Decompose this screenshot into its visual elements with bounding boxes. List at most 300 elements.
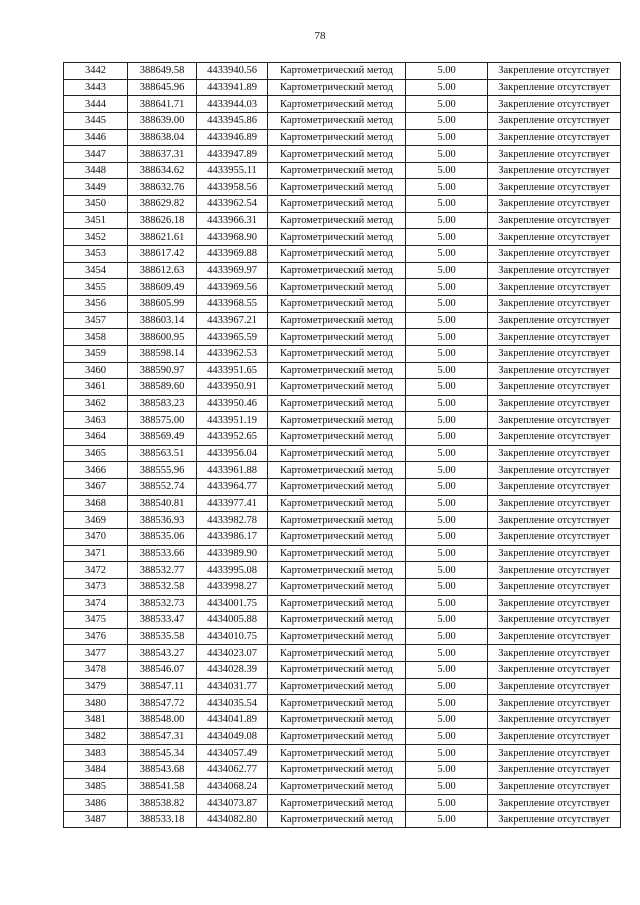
accuracy-cell: 5.00 — [406, 479, 488, 496]
point-number-cell: 3464 — [64, 429, 128, 446]
accuracy-cell: 5.00 — [406, 262, 488, 279]
point-number-cell: 3456 — [64, 295, 128, 312]
table-row — [64, 578, 621, 595]
accuracy-cell: 5.00 — [406, 345, 488, 362]
y-coordinate-cell: 4434010.75 — [197, 628, 268, 645]
fixing-cell: Закрепление отсутствует — [488, 495, 621, 512]
point-number-cell: 3474 — [64, 595, 128, 612]
table-row — [64, 162, 621, 179]
table-row — [64, 362, 621, 379]
fixing-cell: Закрепление отсутствует — [488, 379, 621, 396]
method-cell: Картометрический метод — [268, 246, 406, 263]
fixing-cell: Закрепление отсутствует — [488, 395, 621, 412]
method-cell: Картометрический метод — [268, 695, 406, 712]
accuracy-cell: 5.00 — [406, 212, 488, 229]
table-row — [64, 761, 621, 778]
table-row — [64, 462, 621, 479]
table-row — [64, 678, 621, 695]
fixing-cell: Закрепление отсутствует — [488, 279, 621, 296]
table-row — [64, 628, 621, 645]
method-cell: Картометрический метод — [268, 795, 406, 812]
x-coordinate-cell: 388612.63 — [128, 262, 197, 279]
method-cell: Картометрический метод — [268, 728, 406, 745]
accuracy-cell: 5.00 — [406, 196, 488, 213]
x-coordinate-cell: 388637.31 — [128, 146, 197, 163]
fixing-cell: Закрепление отсутствует — [488, 728, 621, 745]
point-number-cell: 3457 — [64, 312, 128, 329]
table-row — [64, 79, 621, 96]
table-row — [64, 429, 621, 446]
x-coordinate-cell: 388589.60 — [128, 379, 197, 396]
y-coordinate-cell: 4433951.65 — [197, 362, 268, 379]
point-number-cell: 3481 — [64, 711, 128, 728]
accuracy-cell: 5.00 — [406, 512, 488, 529]
table-row — [64, 63, 621, 80]
y-coordinate-cell: 4433986.17 — [197, 528, 268, 545]
accuracy-cell: 5.00 — [406, 612, 488, 629]
x-coordinate-cell: 388629.82 — [128, 196, 197, 213]
x-coordinate-cell: 388533.47 — [128, 612, 197, 629]
y-coordinate-cell: 4433945.86 — [197, 112, 268, 129]
fixing-cell: Закрепление отсутствует — [488, 412, 621, 429]
y-coordinate-cell: 4434028.39 — [197, 662, 268, 679]
point-number-cell: 3483 — [64, 745, 128, 762]
x-coordinate-cell: 388547.31 — [128, 728, 197, 745]
y-coordinate-cell: 4433940.56 — [197, 63, 268, 80]
point-number-cell: 3462 — [64, 395, 128, 412]
y-coordinate-cell: 4433982.78 — [197, 512, 268, 529]
method-cell: Картометрический метод — [268, 745, 406, 762]
fixing-cell: Закрепление отсутствует — [488, 63, 621, 80]
point-number-cell: 3485 — [64, 778, 128, 795]
y-coordinate-cell: 4433962.54 — [197, 196, 268, 213]
x-coordinate-cell: 388563.51 — [128, 445, 197, 462]
method-cell: Картометрический метод — [268, 445, 406, 462]
accuracy-cell: 5.00 — [406, 229, 488, 246]
table-row — [64, 545, 621, 562]
accuracy-cell: 5.00 — [406, 811, 488, 828]
y-coordinate-cell: 4433944.03 — [197, 96, 268, 113]
fixing-cell: Закрепление отсутствует — [488, 329, 621, 346]
point-number-cell: 3448 — [64, 162, 128, 179]
y-coordinate-cell: 4433952.65 — [197, 429, 268, 446]
table-row — [64, 329, 621, 346]
y-coordinate-cell: 4433964.77 — [197, 479, 268, 496]
table-row — [64, 412, 621, 429]
point-number-cell: 3469 — [64, 512, 128, 529]
accuracy-cell: 5.00 — [406, 429, 488, 446]
point-number-cell: 3453 — [64, 246, 128, 263]
accuracy-cell: 5.00 — [406, 662, 488, 679]
accuracy-cell: 5.00 — [406, 562, 488, 579]
fixing-cell: Закрепление отсутствует — [488, 462, 621, 479]
y-coordinate-cell: 4433965.59 — [197, 329, 268, 346]
point-number-cell: 3476 — [64, 628, 128, 645]
fixing-cell: Закрепление отсутствует — [488, 578, 621, 595]
method-cell: Картометрический метод — [268, 512, 406, 529]
point-number-cell: 3445 — [64, 112, 128, 129]
fixing-cell: Закрепление отсутствует — [488, 512, 621, 529]
method-cell: Картометрический метод — [268, 212, 406, 229]
x-coordinate-cell: 388535.06 — [128, 528, 197, 545]
table-row — [64, 345, 621, 362]
accuracy-cell: 5.00 — [406, 445, 488, 462]
y-coordinate-cell: 4433969.97 — [197, 262, 268, 279]
accuracy-cell: 5.00 — [406, 129, 488, 146]
method-cell: Картометрический метод — [268, 578, 406, 595]
method-cell: Картометрический метод — [268, 645, 406, 662]
x-coordinate-cell: 388533.18 — [128, 811, 197, 828]
method-cell: Картометрический метод — [268, 162, 406, 179]
table-row — [64, 479, 621, 496]
x-coordinate-cell: 388541.58 — [128, 778, 197, 795]
table-row — [64, 112, 621, 129]
y-coordinate-cell: 4433989.90 — [197, 545, 268, 562]
table-row — [64, 528, 621, 545]
accuracy-cell: 5.00 — [406, 728, 488, 745]
accuracy-cell: 5.00 — [406, 162, 488, 179]
method-cell: Картометрический метод — [268, 395, 406, 412]
accuracy-cell: 5.00 — [406, 778, 488, 795]
accuracy-cell: 5.00 — [406, 711, 488, 728]
method-cell: Картометрический метод — [268, 495, 406, 512]
accuracy-cell: 5.00 — [406, 578, 488, 595]
x-coordinate-cell: 388533.66 — [128, 545, 197, 562]
x-coordinate-cell: 388536.93 — [128, 512, 197, 529]
point-number-cell: 3455 — [64, 279, 128, 296]
x-coordinate-cell: 388547.11 — [128, 678, 197, 695]
y-coordinate-cell: 4434041.89 — [197, 711, 268, 728]
fixing-cell: Закрепление отсутствует — [488, 562, 621, 579]
y-coordinate-cell: 4433946.89 — [197, 129, 268, 146]
y-coordinate-cell: 4433962.53 — [197, 345, 268, 362]
table-row — [64, 246, 621, 263]
method-cell: Картометрический метод — [268, 196, 406, 213]
fixing-cell: Закрепление отсутствует — [488, 811, 621, 828]
fixing-cell: Закрепление отсутствует — [488, 678, 621, 695]
accuracy-cell: 5.00 — [406, 379, 488, 396]
table-row — [64, 379, 621, 396]
point-number-cell: 3467 — [64, 479, 128, 496]
point-number-cell: 3487 — [64, 811, 128, 828]
point-number-cell: 3479 — [64, 678, 128, 695]
accuracy-cell: 5.00 — [406, 528, 488, 545]
point-number-cell: 3461 — [64, 379, 128, 396]
method-cell: Картометрический метод — [268, 96, 406, 113]
fixing-cell: Закрепление отсутствует — [488, 628, 621, 645]
fixing-cell: Закрепление отсутствует — [488, 662, 621, 679]
fixing-cell: Закрепление отсутствует — [488, 246, 621, 263]
table-row — [64, 778, 621, 795]
y-coordinate-cell: 4433941.89 — [197, 79, 268, 96]
y-coordinate-cell: 4434023.07 — [197, 645, 268, 662]
x-coordinate-cell: 388641.71 — [128, 96, 197, 113]
x-coordinate-cell: 388639.00 — [128, 112, 197, 129]
table-row — [64, 595, 621, 612]
x-coordinate-cell: 388649.58 — [128, 63, 197, 80]
page-number: 78 — [314, 30, 326, 42]
accuracy-cell: 5.00 — [406, 96, 488, 113]
point-number-cell: 3449 — [64, 179, 128, 196]
point-number-cell: 3460 — [64, 362, 128, 379]
method-cell: Картометрический метод — [268, 129, 406, 146]
accuracy-cell: 5.00 — [406, 329, 488, 346]
method-cell: Картометрический метод — [268, 678, 406, 695]
table-row — [64, 562, 621, 579]
accuracy-cell: 5.00 — [406, 695, 488, 712]
table-row — [64, 196, 621, 213]
fixing-cell: Закрепление отсутствует — [488, 129, 621, 146]
point-number-cell: 3447 — [64, 146, 128, 163]
point-number-cell: 3482 — [64, 728, 128, 745]
x-coordinate-cell: 388546.07 — [128, 662, 197, 679]
table-row — [64, 795, 621, 812]
y-coordinate-cell: 4433947.89 — [197, 146, 268, 163]
method-cell: Картометрический метод — [268, 312, 406, 329]
x-coordinate-cell: 388545.34 — [128, 745, 197, 762]
x-coordinate-cell: 388575.00 — [128, 412, 197, 429]
method-cell: Картометрический метод — [268, 761, 406, 778]
x-coordinate-cell: 388600.95 — [128, 329, 197, 346]
table-row — [64, 662, 621, 679]
x-coordinate-cell: 388634.62 — [128, 162, 197, 179]
x-coordinate-cell: 388569.49 — [128, 429, 197, 446]
point-number-cell: 3452 — [64, 229, 128, 246]
y-coordinate-cell: 4434073.87 — [197, 795, 268, 812]
x-coordinate-cell: 388540.81 — [128, 495, 197, 512]
y-coordinate-cell: 4433956.04 — [197, 445, 268, 462]
fixing-cell: Закрепление отсутствует — [488, 345, 621, 362]
y-coordinate-cell: 4433977.41 — [197, 495, 268, 512]
x-coordinate-cell: 388621.61 — [128, 229, 197, 246]
method-cell: Картометрический метод — [268, 112, 406, 129]
method-cell: Картометрический метод — [268, 179, 406, 196]
x-coordinate-cell: 388543.27 — [128, 645, 197, 662]
point-number-cell: 3442 — [64, 63, 128, 80]
accuracy-cell: 5.00 — [406, 412, 488, 429]
x-coordinate-cell: 388547.72 — [128, 695, 197, 712]
point-number-cell: 3475 — [64, 612, 128, 629]
table-row — [64, 96, 621, 113]
fixing-cell: Закрепление отсутствует — [488, 761, 621, 778]
method-cell: Картометрический метод — [268, 345, 406, 362]
accuracy-cell: 5.00 — [406, 462, 488, 479]
y-coordinate-cell: 4434031.77 — [197, 678, 268, 695]
fixing-cell: Закрепление отсутствует — [488, 146, 621, 163]
y-coordinate-cell: 4433961.88 — [197, 462, 268, 479]
y-coordinate-cell: 4434035.54 — [197, 695, 268, 712]
x-coordinate-cell: 388532.73 — [128, 595, 197, 612]
point-number-cell: 3463 — [64, 412, 128, 429]
y-coordinate-cell: 4433950.46 — [197, 395, 268, 412]
y-coordinate-cell: 4434057.49 — [197, 745, 268, 762]
y-coordinate-cell: 4434005.88 — [197, 612, 268, 629]
accuracy-cell: 5.00 — [406, 761, 488, 778]
y-coordinate-cell: 4433995.08 — [197, 562, 268, 579]
method-cell: Картометрический метод — [268, 479, 406, 496]
table-row — [64, 512, 621, 529]
method-cell: Картометрический метод — [268, 79, 406, 96]
accuracy-cell: 5.00 — [406, 295, 488, 312]
y-coordinate-cell: 4433968.55 — [197, 295, 268, 312]
table-row — [64, 495, 621, 512]
fixing-cell: Закрепление отсутствует — [488, 528, 621, 545]
y-coordinate-cell: 4433998.27 — [197, 578, 268, 595]
x-coordinate-cell: 388590.97 — [128, 362, 197, 379]
x-coordinate-cell: 388605.99 — [128, 295, 197, 312]
y-coordinate-cell: 4434001.75 — [197, 595, 268, 612]
method-cell: Картометрический метод — [268, 562, 406, 579]
y-coordinate-cell: 4433967.21 — [197, 312, 268, 329]
y-coordinate-cell: 4434068.24 — [197, 778, 268, 795]
fixing-cell: Закрепление отсутствует — [488, 196, 621, 213]
y-coordinate-cell: 4433958.56 — [197, 179, 268, 196]
method-cell: Картометрический метод — [268, 429, 406, 446]
table-row — [64, 395, 621, 412]
point-number-cell: 3458 — [64, 329, 128, 346]
x-coordinate-cell: 388532.77 — [128, 562, 197, 579]
table-row — [64, 279, 621, 296]
fixing-cell: Закрепление отсутствует — [488, 612, 621, 629]
method-cell: Картометрический метод — [268, 229, 406, 246]
accuracy-cell: 5.00 — [406, 595, 488, 612]
accuracy-cell: 5.00 — [406, 312, 488, 329]
point-number-cell: 3468 — [64, 495, 128, 512]
accuracy-cell: 5.00 — [406, 246, 488, 263]
method-cell: Картометрический метод — [268, 545, 406, 562]
point-number-cell: 3480 — [64, 695, 128, 712]
y-coordinate-cell: 4434049.08 — [197, 728, 268, 745]
method-cell: Картометрический метод — [268, 662, 406, 679]
table-row — [64, 146, 621, 163]
accuracy-cell: 5.00 — [406, 63, 488, 80]
fixing-cell: Закрепление отсутствует — [488, 645, 621, 662]
point-number-cell: 3459 — [64, 345, 128, 362]
y-coordinate-cell: 4433951.19 — [197, 412, 268, 429]
x-coordinate-cell: 388609.49 — [128, 279, 197, 296]
table-row — [64, 445, 621, 462]
fixing-cell: Закрепление отсутствует — [488, 795, 621, 812]
y-coordinate-cell: 4433955.11 — [197, 162, 268, 179]
x-coordinate-cell: 388626.18 — [128, 212, 197, 229]
fixing-cell: Закрепление отсутствует — [488, 479, 621, 496]
method-cell: Картометрический метод — [268, 262, 406, 279]
table-row — [64, 262, 621, 279]
fixing-cell: Закрепление отсутствует — [488, 362, 621, 379]
x-coordinate-cell: 388632.76 — [128, 179, 197, 196]
x-coordinate-cell: 388603.14 — [128, 312, 197, 329]
table-row — [64, 645, 621, 662]
coordinates-table-body — [64, 63, 621, 828]
method-cell: Картометрический метод — [268, 462, 406, 479]
method-cell: Картометрический метод — [268, 362, 406, 379]
method-cell: Картометрический метод — [268, 295, 406, 312]
fixing-cell: Закрепление отсутствует — [488, 778, 621, 795]
point-number-cell: 3471 — [64, 545, 128, 562]
point-number-cell: 3473 — [64, 578, 128, 595]
point-number-cell: 3484 — [64, 761, 128, 778]
method-cell: Картометрический метод — [268, 711, 406, 728]
fixing-cell: Закрепление отсутствует — [488, 711, 621, 728]
x-coordinate-cell: 388645.96 — [128, 79, 197, 96]
table-row — [64, 728, 621, 745]
point-number-cell: 3470 — [64, 528, 128, 545]
table-row — [64, 179, 621, 196]
x-coordinate-cell: 388548.00 — [128, 711, 197, 728]
table-row — [64, 612, 621, 629]
fixing-cell: Закрепление отсутствует — [488, 162, 621, 179]
x-coordinate-cell: 388555.96 — [128, 462, 197, 479]
method-cell: Картометрический метод — [268, 379, 406, 396]
x-coordinate-cell: 388535.58 — [128, 628, 197, 645]
y-coordinate-cell: 4433968.90 — [197, 229, 268, 246]
x-coordinate-cell: 388583.23 — [128, 395, 197, 412]
fixing-cell: Закрепление отсутствует — [488, 262, 621, 279]
method-cell: Картометрический метод — [268, 146, 406, 163]
y-coordinate-cell: 4433950.91 — [197, 379, 268, 396]
accuracy-cell: 5.00 — [406, 678, 488, 695]
accuracy-cell: 5.00 — [406, 628, 488, 645]
method-cell: Картометрический метод — [268, 811, 406, 828]
point-number-cell: 3446 — [64, 129, 128, 146]
table-row — [64, 295, 621, 312]
fixing-cell: Закрепление отсутствует — [488, 429, 621, 446]
point-number-cell: 3478 — [64, 662, 128, 679]
point-number-cell: 3477 — [64, 645, 128, 662]
y-coordinate-cell: 4433969.56 — [197, 279, 268, 296]
method-cell: Картометрический метод — [268, 628, 406, 645]
accuracy-cell: 5.00 — [406, 79, 488, 96]
method-cell: Картометрический метод — [268, 63, 406, 80]
point-number-cell: 3450 — [64, 196, 128, 213]
point-number-cell: 3472 — [64, 562, 128, 579]
y-coordinate-cell: 4433966.31 — [197, 212, 268, 229]
fixing-cell: Закрепление отсутствует — [488, 745, 621, 762]
method-cell: Картометрический метод — [268, 412, 406, 429]
fixing-cell: Закрепление отсутствует — [488, 79, 621, 96]
point-number-cell: 3466 — [64, 462, 128, 479]
table-row — [64, 695, 621, 712]
fixing-cell: Закрепление отсутствует — [488, 445, 621, 462]
accuracy-cell: 5.00 — [406, 795, 488, 812]
method-cell: Картометрический метод — [268, 595, 406, 612]
x-coordinate-cell: 388617.42 — [128, 246, 197, 263]
point-number-cell: 3451 — [64, 212, 128, 229]
point-number-cell: 3454 — [64, 262, 128, 279]
fixing-cell: Закрепление отсутствует — [488, 312, 621, 329]
fixing-cell: Закрепление отсутствует — [488, 229, 621, 246]
accuracy-cell: 5.00 — [406, 112, 488, 129]
table-row — [64, 312, 621, 329]
fixing-cell: Закрепление отсутствует — [488, 595, 621, 612]
accuracy-cell: 5.00 — [406, 279, 488, 296]
table-row — [64, 212, 621, 229]
y-coordinate-cell: 4433969.88 — [197, 246, 268, 263]
method-cell: Картометрический метод — [268, 778, 406, 795]
fixing-cell: Закрепление отсутствует — [488, 695, 621, 712]
method-cell: Картометрический метод — [268, 528, 406, 545]
fixing-cell: Закрепление отсутствует — [488, 112, 621, 129]
method-cell: Картометрический метод — [268, 279, 406, 296]
x-coordinate-cell: 388598.14 — [128, 345, 197, 362]
fixing-cell: Закрепление отсутствует — [488, 212, 621, 229]
y-coordinate-cell: 4434082.80 — [197, 811, 268, 828]
accuracy-cell: 5.00 — [406, 495, 488, 512]
fixing-cell: Закрепление отсутствует — [488, 179, 621, 196]
point-number-cell: 3444 — [64, 96, 128, 113]
accuracy-cell: 5.00 — [406, 179, 488, 196]
method-cell: Картометрический метод — [268, 612, 406, 629]
